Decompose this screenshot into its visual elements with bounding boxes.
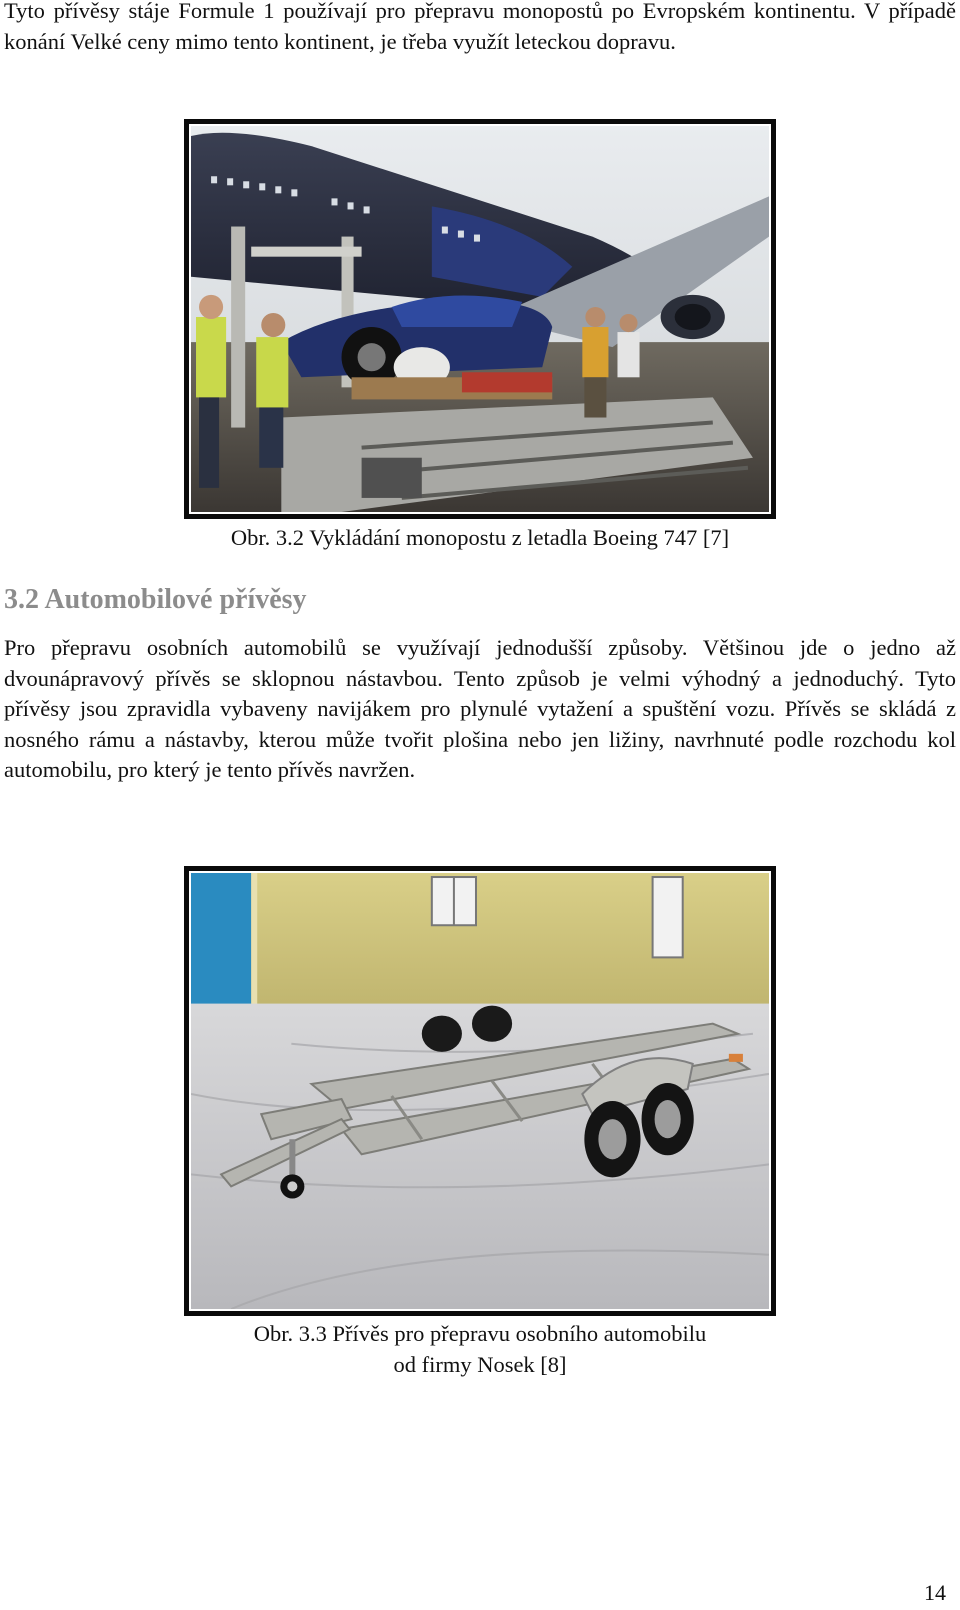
figure-aircraft-unloading (184, 119, 776, 519)
figure-2-caption-line-1: Obr. 3.3 Přívěs pro přepravu osobního automobilu (253, 1321, 707, 1346)
figure-1-caption: Obr. 3.2 Vykládání monopostu z letadla Boeing 747 [7] (230, 525, 730, 550)
photo-car-trailer (189, 871, 771, 1311)
body-paragraph: Pro přepravu osobních automobilů se využívají jednodušší způsoby. Většinou jde o jedno až dvounápravový přívěs se sklopnou nástavbou. Tento způsob je velmi výhodný a jednoduchý. Tyto přívěsy jsou zpravidla vybaveny navijákem pro plynulé vytažení a spuštění vozu. Přívěs se skládá z nosného rámu a nástavby, kterou může tvořit plošina nebo jen ližiny, navrhnuté podle rozchodu kol automobilu, pro který je tento přívěs navržen. (4, 635, 956, 782)
section-heading: 3.2 Automobilové přívěsy (4, 584, 307, 615)
page-number: 14 (924, 1580, 946, 1605)
figure-2-caption (180, 1318, 780, 1380)
aircraft-unloading-illustration (191, 126, 769, 512)
figure-car-trailer (184, 866, 776, 1316)
photo-aircraft-unloading (189, 124, 771, 514)
car-trailer-illustration (191, 873, 769, 1309)
intro-paragraph: Tyto přívěsy stáje Formule 1 používají pro přepravu monopostů po Evropském kontinentu. V případě konání Velké ceny mimo tento kontinent, je třeba využít leteckou dopravu. (4, 0, 956, 54)
figure-2-caption-line-2: od firmy Nosek [8] (393, 1352, 567, 1377)
